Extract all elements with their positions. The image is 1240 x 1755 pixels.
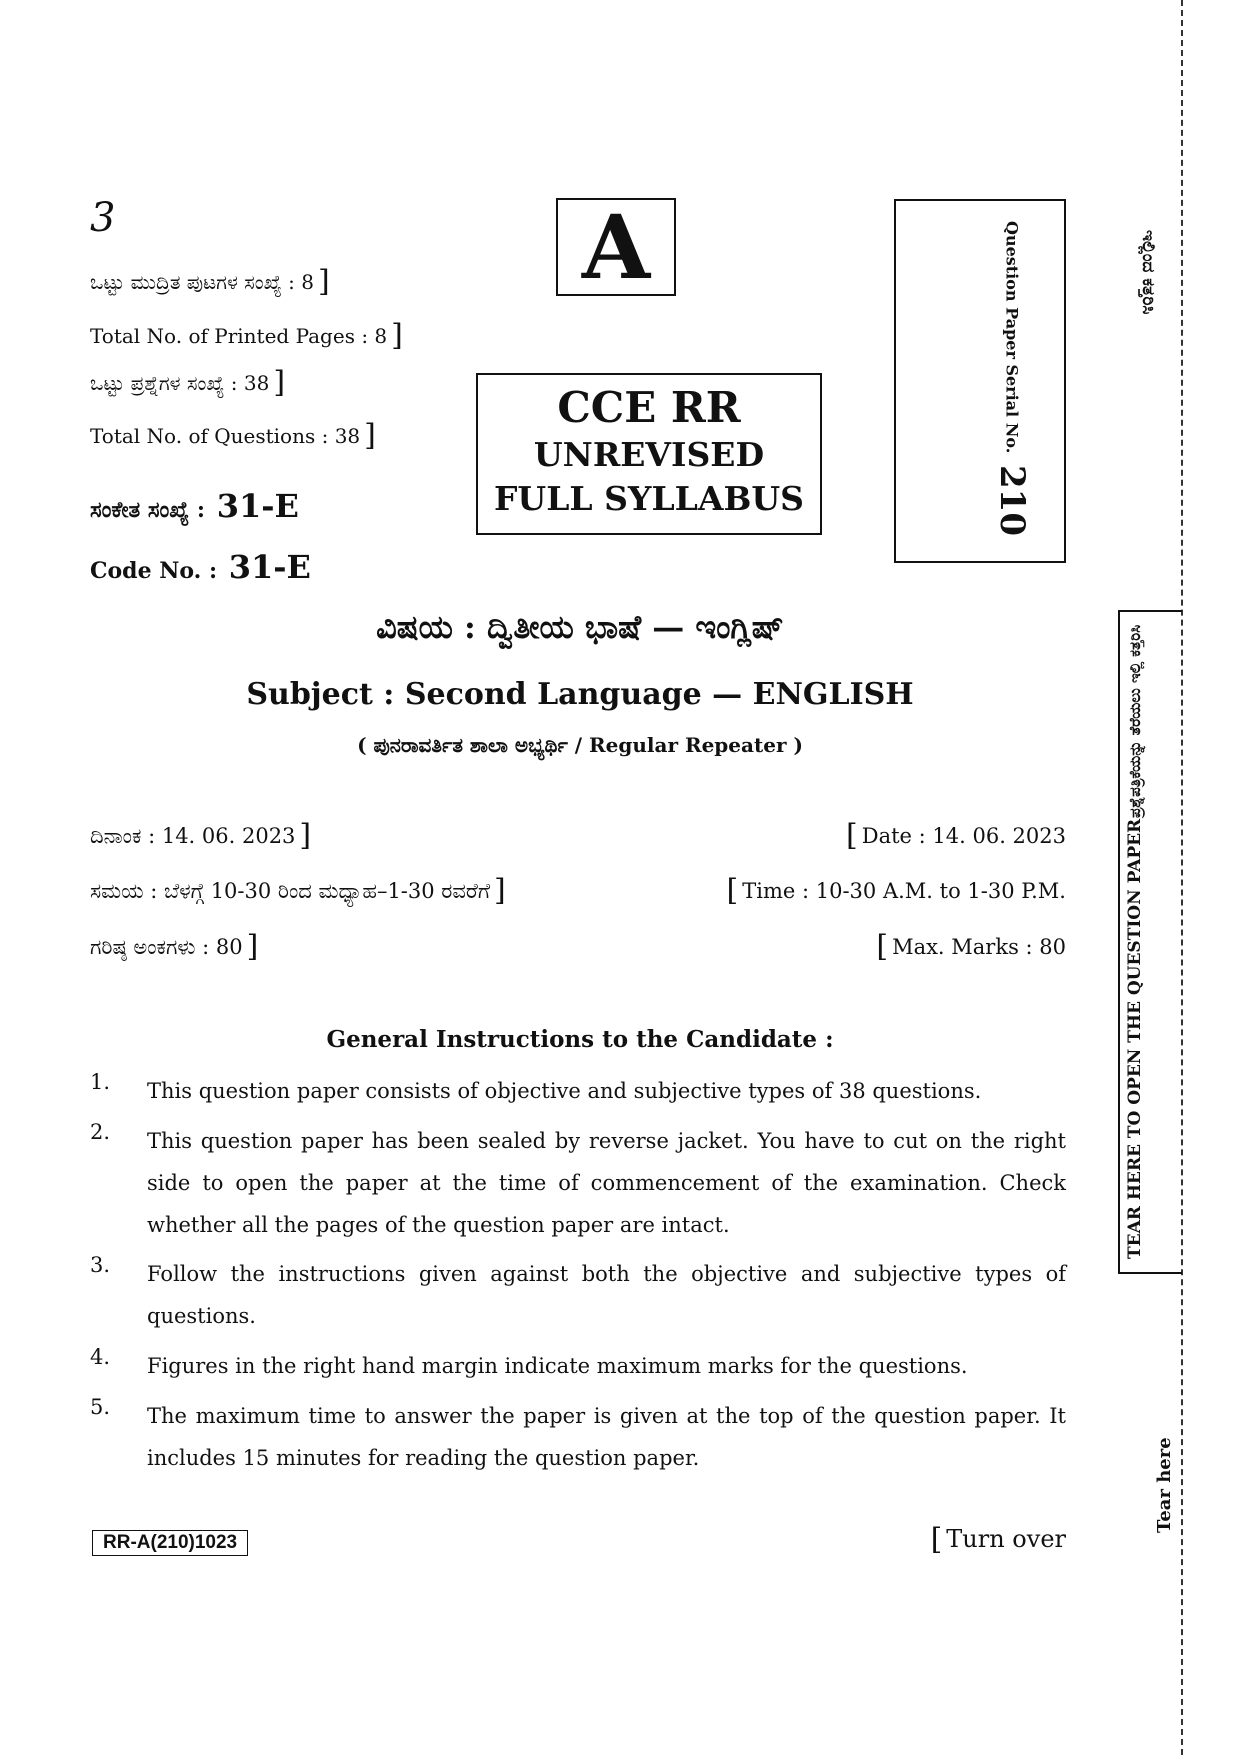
code-number-english: Code No. : 31-E [90, 548, 311, 586]
version-letter-box [556, 195, 676, 299]
code-number-kannada: ಸಂಕೇತ ಸಂಖ್ಯೆ : 31-E [90, 487, 299, 525]
instructions-heading: General Instructions to the Candidate : [326, 1026, 834, 1053]
tear-here-label: Tear here [1154, 1437, 1175, 1533]
date-kannada: ದಿನಾಂಕ : 14. 06. 2023 ] [90, 818, 312, 853]
total-questions-kannada: ಒಟ್ಟು ಪ್ರಶ್ನೆಗಳ ಸಂಖ್ಯೆ : 38 ] [90, 365, 286, 400]
tear-instruction-english: TEAR HERE TO OPEN THE QUESTION PAPER [1125, 818, 1145, 1259]
exam-type-line3: FULL SYLLABUS [493, 479, 804, 518]
total-pages-kannada: ಒಟ್ಟು ಮುದ್ರಿತ ಪುಟಗಳ ಸಂಖ್ಯೆ : 8 ] [90, 264, 330, 299]
serial-value: 210 [992, 465, 1032, 537]
serial-number-box [894, 199, 1066, 563]
instruction-item [90, 1253, 1066, 1337]
exam-type-line1: CCE RR [557, 383, 741, 432]
instruction-number: 5. [90, 1395, 111, 1419]
instruction-item [90, 1345, 1066, 1387]
date-english: [ Date : 14. 06. 2023 [846, 818, 1066, 853]
version-letter: A [581, 195, 651, 299]
time-english: [ Time : 10-30 A.M. to 1-30 P.M. [726, 873, 1066, 908]
instruction-number: 4. [90, 1345, 111, 1369]
instruction-text: This question paper consists of objective and subjective types of 38 questions. [147, 1079, 982, 1103]
instruction-item [90, 1070, 1066, 1112]
exam-type-box [476, 373, 822, 535]
instruction-item [90, 1120, 1066, 1246]
instruction-number: 1. [90, 1070, 111, 1094]
serial-label: Question Paper Serial No. [1002, 221, 1022, 454]
instruction-text: This question paper has been sealed by reverse jacket. You have to cut on the right side to open the paper at the time of commencement of the examination. Check whether all the pages of the question paper are intact. [147, 1129, 1066, 1237]
total-pages-english: Total No. of Printed Pages : 8 ] [90, 318, 403, 353]
total-questions-english: Total No. of Questions : 38 ] [90, 418, 376, 453]
instruction-text: The maximum time to answer the paper is given at the top of the question paper. It includes 15 minutes for reading the question paper. [147, 1404, 1066, 1470]
candidate-type: ( ಪುನರಾವರ್ತಿತ ಶಾಲಾ ಅಭ್ಯರ್ಥಿ / Regular Repeater ) [357, 733, 803, 757]
max-marks-english: [ Max. Marks : 80 [876, 929, 1066, 964]
max-marks-kannada: ಗರಿಷ್ಠ ಅಂಕಗಳು : 80 ] [90, 929, 259, 964]
instruction-text: Figures in the right hand margin indicate maximum marks for the questions. [147, 1354, 968, 1378]
tear-instruction [1125, 622, 1145, 1262]
subject-english: Subject : Second Language — ENGLISH [246, 677, 914, 712]
turn-over: [ Turn over [930, 1522, 1066, 1557]
instruction-item [90, 1395, 1066, 1479]
tear-instruction-kannada: ಪ್ರಶ್ನೆಪತ್ರಿಕೆಯನ್ನು ತೆರೆಯಲು ಇಲ್ಲಿ ಕತ್ತರಿಸಿ [1126, 625, 1144, 819]
exam-type-line2: UNREVISED [533, 435, 765, 474]
serial-number [992, 221, 1032, 536]
cut-here-kannada: ಇಲ್ಲಿಂದ ಕತ್ತರಿಸಿ [1138, 230, 1158, 315]
instruction-number: 3. [90, 1253, 111, 1277]
instruction-text: Follow the instructions given against both the objective and subjective types of questions. [147, 1262, 1066, 1328]
instruction-number: 2. [90, 1120, 111, 1144]
page-number: 3 [90, 195, 116, 241]
subject-kannada: ವಿಷಯ : ದ್ವಿತೀಯ ಭಾಷೆ — ಇಂಗ್ಲಿಷ್ [376, 608, 784, 646]
paper-code: RR-A(210)1023 [92, 1530, 248, 1556]
time-kannada: ಸಮಯ : ಬೆಳಗ್ಗೆ 10-30 ರಿಂದ ಮಧ್ಯಾಹ–1-30 ರವರೆಗೆ ] [90, 873, 506, 908]
